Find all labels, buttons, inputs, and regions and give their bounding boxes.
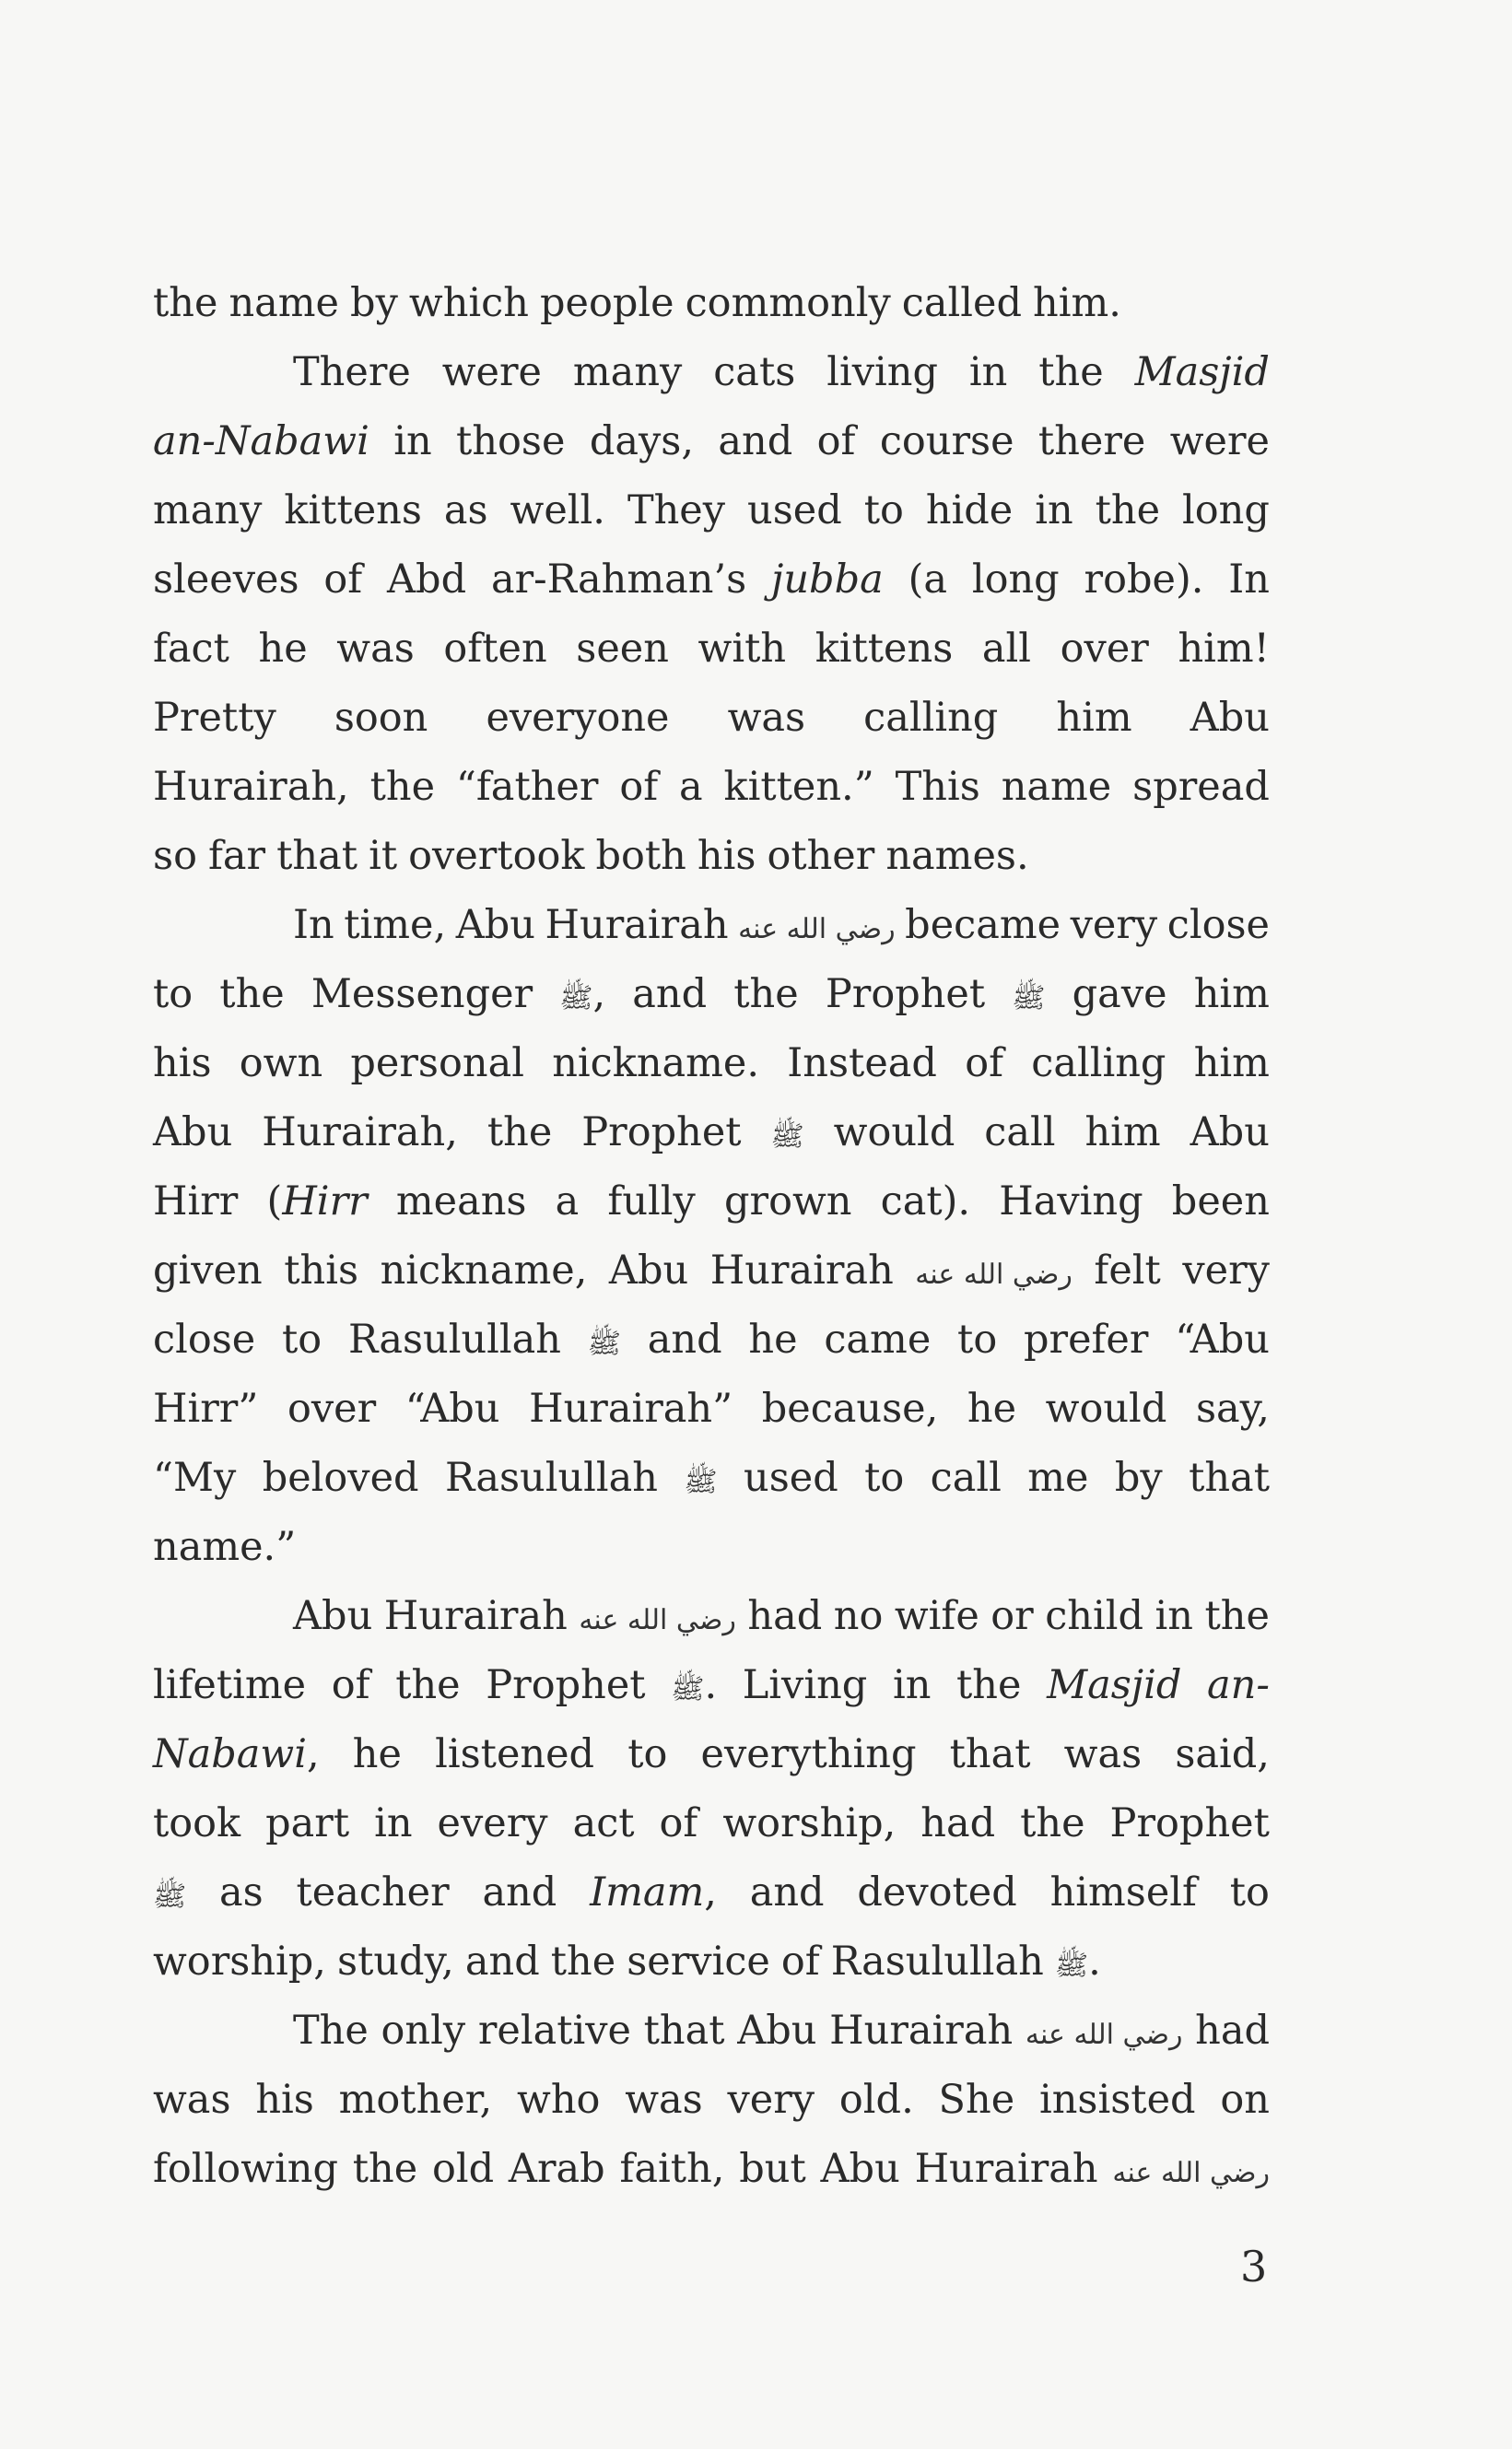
word: seen [576, 626, 669, 672]
word: Prophet [581, 1109, 742, 1155]
text-line [153, 1236, 1270, 1306]
word: the [1020, 1800, 1085, 1846]
text-line [153, 1928, 1270, 1997]
word: by [350, 280, 398, 326]
word: as [443, 487, 488, 533]
word: Imam, [590, 1869, 717, 1916]
word: him! [1178, 626, 1270, 672]
word [915, 1236, 1072, 1306]
word: Abu [1190, 1109, 1270, 1155]
word: me [1027, 1455, 1089, 1501]
word: The [293, 2008, 369, 2054]
word: his [697, 833, 756, 879]
word: Prophet [1109, 1800, 1270, 1846]
word: following [153, 2146, 338, 2192]
word: the [153, 280, 218, 326]
word: They [627, 487, 726, 533]
word [1112, 2135, 1270, 2204]
word: was [153, 2077, 231, 2123]
word: names. [885, 833, 1029, 879]
word: Abu [1190, 695, 1270, 741]
word: often [443, 626, 547, 672]
word: service [627, 1939, 770, 1985]
word: relative [477, 2008, 631, 2054]
word: gave [1072, 971, 1167, 1017]
word: as [219, 1869, 264, 1916]
word: nickname, [380, 1248, 588, 1294]
word: insisted [1038, 2077, 1196, 2123]
word: and [482, 1869, 557, 1916]
word: Masjid [1134, 349, 1270, 395]
word: Arab [508, 2146, 605, 2192]
word: Rasulullah [830, 1939, 1044, 1985]
word: on [1220, 2077, 1270, 2123]
word [684, 1444, 717, 1513]
text-line [153, 822, 1270, 891]
text-line [153, 1582, 1270, 1651]
word: him. [1033, 280, 1121, 326]
word: so [153, 833, 197, 879]
word: which [408, 280, 529, 326]
text-line [153, 1444, 1270, 1513]
word: many [153, 487, 263, 533]
word: called [901, 280, 1022, 326]
text-line [153, 615, 1270, 684]
salawat-glyph: ﷺ [559, 982, 593, 1014]
word: the [352, 2146, 418, 2192]
word: listened [435, 1731, 595, 1777]
word: ar-Rahman’s [490, 557, 747, 603]
word: Rasulullah [444, 1455, 658, 1501]
word: took [153, 1800, 241, 1846]
word: long [971, 557, 1060, 603]
word: in [892, 1662, 932, 1708]
word: who [517, 2077, 601, 2123]
word: ﷺ, [559, 971, 606, 1017]
word: used [747, 487, 842, 533]
word: but [739, 2146, 806, 2192]
word: were [441, 349, 542, 395]
word: to [863, 487, 904, 533]
word: the [1038, 349, 1104, 395]
word: this [284, 1248, 359, 1294]
word: to [1229, 1869, 1270, 1916]
word: in [1155, 1593, 1193, 1639]
word: calling [863, 695, 999, 741]
word: people [539, 280, 674, 326]
word: had [920, 1800, 996, 1846]
word: every [437, 1800, 548, 1846]
word: other [767, 833, 875, 879]
word: close [153, 1317, 256, 1363]
honorific-glyph: رضي الله عنه [915, 1259, 1072, 1291]
word: over [287, 1386, 377, 1432]
word: and [647, 1317, 722, 1363]
word: own [239, 1040, 323, 1086]
word: study, [337, 1939, 454, 1985]
word: the [395, 1662, 461, 1708]
word: old. [838, 2077, 914, 2123]
text-line [153, 2066, 1270, 2135]
word: “father [455, 764, 599, 810]
word [1026, 1997, 1183, 2066]
word: kitten.” [723, 764, 874, 810]
word: a [555, 1178, 580, 1224]
word: ﷺ. [671, 1662, 718, 1708]
word: Abu [293, 1593, 373, 1639]
word: name [229, 280, 340, 326]
word: commonly [685, 280, 891, 326]
text-line [153, 1651, 1270, 1720]
word: days, [589, 418, 695, 464]
word: fact [153, 626, 229, 672]
word: part [265, 1800, 350, 1846]
word: Hurairah [914, 2146, 1098, 2192]
word: in [393, 418, 432, 464]
word: soon [334, 695, 428, 741]
word: kittens [815, 626, 954, 672]
word: Hurairah [545, 902, 729, 948]
word: spread [1132, 764, 1270, 810]
text-line [153, 891, 1270, 960]
word: because, [761, 1386, 939, 1432]
word: Pretty [153, 695, 276, 741]
word [153, 1858, 186, 1928]
word [1012, 960, 1045, 1029]
word: that [276, 833, 358, 879]
word: personal [350, 1040, 524, 1086]
word: hide [925, 487, 1014, 533]
word: cats [713, 349, 796, 395]
word: Abu [455, 902, 535, 948]
salawat-glyph: ﷺ [684, 1466, 718, 1498]
word: were [1169, 418, 1270, 464]
text-line [153, 1306, 1270, 1375]
page-number: 3 [1240, 2242, 1268, 2291]
word: it [369, 833, 398, 879]
word: the [733, 971, 799, 1017]
word: would [1045, 1386, 1167, 1432]
word: sleeves [153, 557, 299, 603]
text-line [153, 1375, 1270, 1444]
word: living [826, 349, 938, 395]
word: This [895, 764, 980, 810]
word: and [632, 971, 708, 1017]
word: came [824, 1317, 932, 1363]
word: to [957, 1317, 998, 1363]
word: and [749, 1869, 825, 1916]
word: the [956, 1662, 1022, 1708]
word: him [1193, 971, 1270, 1017]
word: In [1228, 557, 1270, 603]
word: Hurairah [383, 1593, 568, 1639]
word: She [938, 2077, 1015, 2123]
word: nickname. [552, 1040, 760, 1086]
word: that [643, 2008, 725, 2054]
word: everyone [486, 695, 670, 741]
word: was [1063, 1731, 1143, 1777]
word: had [747, 1593, 823, 1639]
word [738, 891, 896, 960]
word: those [456, 418, 566, 464]
word: beloved [262, 1455, 419, 1501]
word: close [1166, 902, 1270, 948]
word: Nabawi, [153, 1731, 320, 1777]
word: Hirr” [153, 1386, 259, 1432]
word: had [1195, 2008, 1270, 2054]
word: jubba [771, 557, 884, 603]
word: everything [700, 1731, 917, 1777]
word: Prophet [825, 971, 986, 1017]
word: been [1171, 1178, 1270, 1224]
word: was [625, 2077, 703, 2123]
text-line [153, 1858, 1270, 1928]
word: many [572, 349, 683, 395]
word: Abu [737, 2008, 817, 2054]
word: “My [153, 1455, 237, 1501]
word: the [219, 971, 285, 1017]
word: said, [1175, 1731, 1270, 1777]
word: would [833, 1109, 955, 1155]
word: (Hirr [266, 1178, 368, 1224]
word: very [1070, 902, 1158, 948]
body-text [153, 269, 1270, 2204]
word: he [352, 1731, 402, 1777]
word: an-Nabawi [153, 418, 369, 464]
word: to [627, 1731, 668, 1777]
word: of [780, 1939, 820, 1985]
word: felt [1094, 1248, 1161, 1294]
word: ﷺ. [1054, 1939, 1101, 1985]
text-line [153, 1167, 1270, 1236]
word: overtook [408, 833, 585, 879]
word: was [727, 695, 806, 741]
word: only [381, 2008, 466, 2054]
word: a [679, 764, 703, 810]
word: Rasulullah [347, 1317, 561, 1363]
word: in [968, 349, 1008, 395]
word: very [727, 2077, 815, 2123]
word: was [336, 626, 415, 672]
word: far [208, 833, 266, 879]
word: Abu [608, 1248, 689, 1294]
word [588, 1306, 621, 1375]
word: and [718, 418, 793, 464]
word: Masjid [1047, 1662, 1182, 1708]
word: call [930, 1455, 1002, 1501]
text-line [153, 1029, 1270, 1098]
word: himself [1049, 1869, 1197, 1916]
word: the [486, 1109, 553, 1155]
word: he [258, 626, 308, 672]
word: an- [1207, 1662, 1270, 1708]
word: used [744, 1455, 838, 1501]
word: and [464, 1939, 540, 1985]
word: him [1084, 1109, 1161, 1155]
word: he [967, 1386, 1017, 1432]
word: faith, [619, 2146, 725, 2192]
word: means [395, 1178, 527, 1224]
word: lifetime [153, 1662, 307, 1708]
honorific-glyph: رضي الله عنه [579, 1604, 736, 1636]
word: his [153, 1040, 212, 1086]
word: all [981, 626, 1032, 672]
word: Messenger [311, 971, 533, 1017]
word: robe). [1084, 557, 1204, 603]
text-line [153, 1720, 1270, 1789]
word: Abu [820, 2146, 900, 2192]
text-line [153, 753, 1270, 822]
word: Hurairah [709, 1248, 894, 1294]
word: (a [908, 557, 947, 603]
word: time, [344, 902, 447, 948]
word: the [550, 1939, 616, 1985]
text-line [153, 545, 1270, 615]
word: Hurairah [829, 2008, 1014, 2054]
word: name [1001, 764, 1112, 810]
text-line [153, 960, 1270, 1029]
word: Hirr [153, 1178, 239, 1224]
text-line [153, 1997, 1270, 2066]
word: call [984, 1109, 1056, 1155]
salawat-glyph: ﷺ [770, 1120, 804, 1153]
salawat-glyph: ﷺ [587, 1328, 622, 1360]
text-line [153, 1098, 1270, 1167]
word: well. [510, 487, 605, 533]
word: long [1181, 487, 1270, 533]
word: There [293, 349, 411, 395]
word [579, 1582, 736, 1651]
word: old [431, 2146, 495, 2192]
text-line [153, 476, 1270, 545]
salawat-glyph: ﷺ [153, 1881, 187, 1913]
word: over [1060, 626, 1149, 672]
word: the [1095, 487, 1161, 533]
word: of [619, 764, 659, 810]
word: Instead [787, 1040, 937, 1086]
word: wife [894, 1593, 979, 1639]
word: mother, [338, 2077, 493, 2123]
word: Abu [153, 1109, 233, 1155]
word: of [323, 557, 363, 603]
word: teacher [296, 1869, 450, 1916]
honorific-glyph: رضي الله عنه [1025, 2019, 1183, 2051]
word: in [374, 1800, 413, 1846]
word: Hurairah, [262, 1109, 458, 1155]
word: or [990, 1593, 1034, 1639]
word: cat). [880, 1178, 971, 1224]
word: that [1189, 1455, 1270, 1501]
honorific-glyph: رضي الله عنه [738, 913, 896, 945]
text-line [153, 2135, 1270, 2204]
word: child [1045, 1593, 1144, 1639]
word: Living [742, 1662, 868, 1708]
text-line [153, 1789, 1270, 1858]
word: no [833, 1593, 884, 1639]
word: of [659, 1800, 698, 1846]
word: to [153, 971, 193, 1017]
word: name.” [153, 1524, 297, 1570]
word: there [1037, 418, 1146, 464]
word: with [697, 626, 787, 672]
word: to [864, 1455, 905, 1501]
text-line [153, 338, 1270, 407]
word: “Abu [404, 1386, 500, 1432]
word: Abd [387, 557, 467, 603]
word: worship, [153, 1939, 326, 1985]
word: act [572, 1800, 635, 1846]
word: course [879, 418, 1014, 464]
word: Hurairah” [529, 1386, 733, 1432]
salawat-glyph: ﷺ [1012, 982, 1046, 1014]
word: fully [607, 1178, 696, 1224]
word: calling [1031, 1040, 1166, 1086]
word: worship, [722, 1800, 897, 1846]
salawat-glyph: ﷺ [1054, 1950, 1089, 1982]
word: in [1035, 487, 1073, 533]
word: given [153, 1248, 263, 1294]
word: Hurairah, [153, 764, 349, 810]
word: of [331, 1662, 370, 1708]
word: kittens [284, 487, 422, 533]
word: his [255, 2077, 314, 2123]
word [770, 1098, 803, 1167]
text-line [153, 269, 1270, 338]
salawat-glyph: ﷺ [671, 1673, 705, 1705]
word: very [1182, 1248, 1270, 1294]
word: grown [723, 1178, 852, 1224]
text-line [153, 1513, 1270, 1582]
word: the [369, 764, 436, 810]
text-line [153, 407, 1270, 476]
word: say, [1195, 1386, 1270, 1432]
word: of [816, 418, 856, 464]
word: prefer [1023, 1317, 1149, 1363]
word: that [949, 1731, 1031, 1777]
word: he [748, 1317, 798, 1363]
word: both [595, 833, 686, 879]
text-line [153, 684, 1270, 753]
word: by [1114, 1455, 1163, 1501]
honorific-glyph: رضي الله عنه [1112, 2157, 1270, 2189]
word: devoted [857, 1869, 1017, 1916]
word: of [965, 1040, 1003, 1086]
word: “Abu [1175, 1317, 1270, 1363]
word: Having [999, 1178, 1143, 1224]
word: him [1056, 695, 1132, 741]
word: Prophet [486, 1662, 646, 1708]
word: the [1204, 1593, 1270, 1639]
word: to [282, 1317, 322, 1363]
word: him [1193, 1040, 1270, 1086]
word: became [905, 902, 1061, 948]
word: In [293, 902, 334, 948]
